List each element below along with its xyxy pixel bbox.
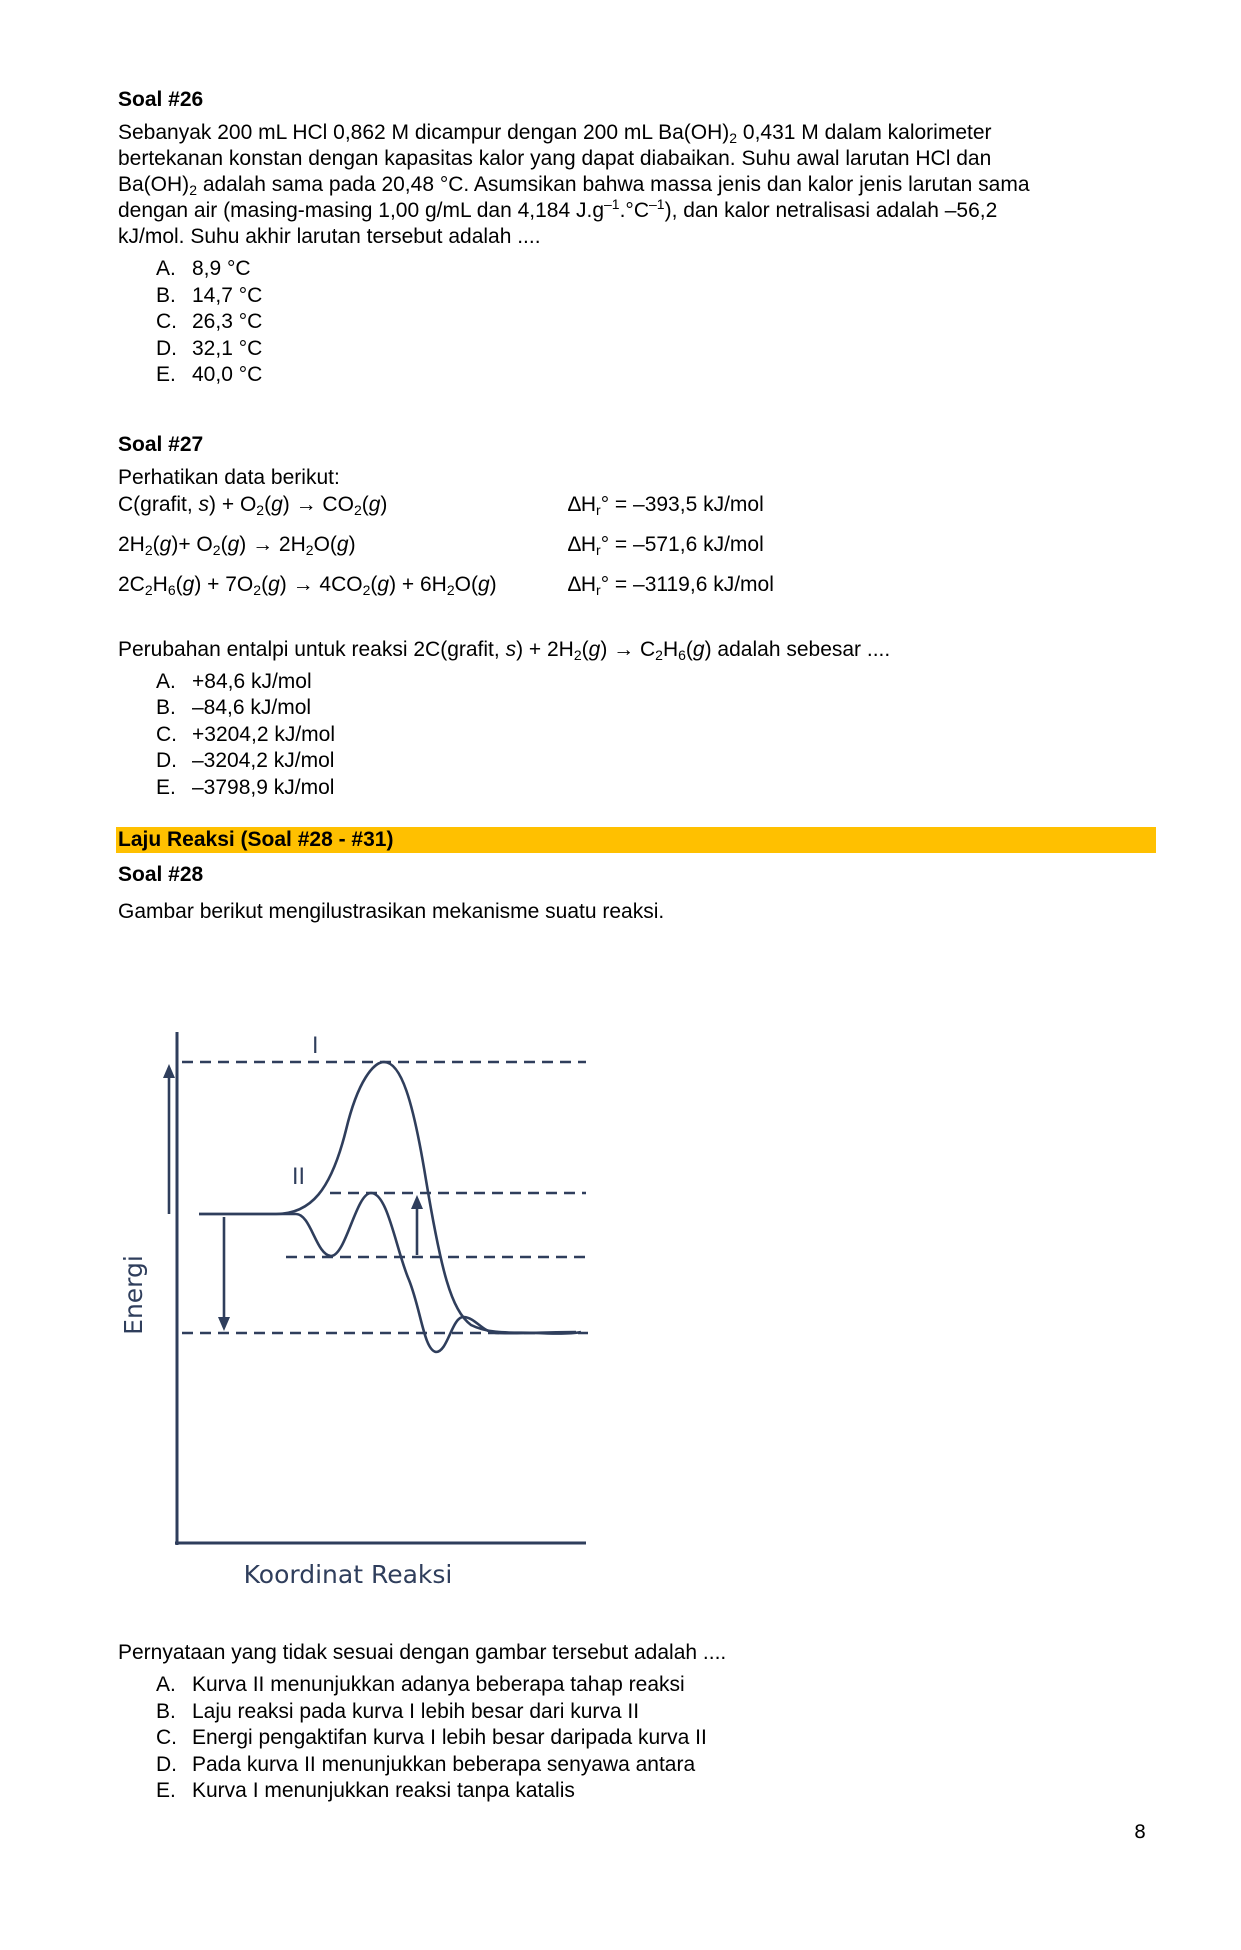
- option-b[interactable]: B. –84,6 kJ/mol: [156, 696, 312, 719]
- arrowhead-up-icon: [163, 1064, 175, 1078]
- option-c[interactable]: C. +3204,2 kJ/mol: [156, 722, 336, 746]
- q26-options: [156, 256, 1158, 389]
- q28-question-block: [118, 1640, 1158, 1805]
- page-number: 8: [1134, 1821, 1147, 1843]
- q28-options: [156, 1672, 1158, 1805]
- option-e[interactable]: E. Kurva I menunjukkan reaksi tanpa katalis: [156, 1779, 575, 1802]
- option-c[interactable]: C. Energi pengaktifan kurva I lebih besar daripada kurva II: [156, 1726, 707, 1749]
- q28-intro: Gambar berikut mengilustrasikan mekanisme suatu reaksi.: [118, 900, 665, 923]
- option-c[interactable]: C. 26,3 °C: [156, 310, 263, 333]
- q26-title: Soal #26: [118, 88, 204, 111]
- option-d[interactable]: D. Pada kurva II menunjukkan beberapa senyawa antara: [156, 1752, 696, 1776]
- option-a[interactable]: A. Kurva II menunjukkan adanya beberapa tahap reaksi: [156, 1673, 685, 1696]
- energy-diagram: [119, 1020, 596, 1600]
- curve-i-label: I: [312, 1034, 319, 1059]
- equation-row: C(grafit, $s) + O_2(g) \to CO_2(g)$ $\Delta H_r^\circ = -393,5$ kJ/mol: [118, 492, 764, 518]
- option-d[interactable]: D. –3204,2 kJ/mol: [156, 749, 335, 772]
- arrowhead-up-icon: [411, 1195, 423, 1209]
- arrowhead-down-icon: [218, 1317, 230, 1331]
- option-b[interactable]: B. Laju reaksi pada kurva I lebih besar dari kurva II: [156, 1699, 640, 1723]
- option-e[interactable]: E. –3798,9 kJ/mol: [156, 775, 335, 799]
- x-axis-label: Koordinat Reaksi: [243, 1560, 453, 1589]
- curve-ii-label: II: [292, 1165, 305, 1190]
- q27-intro: Perhatikan data berikut:: [118, 465, 340, 489]
- option-e[interactable]: E. 40,0 °C: [156, 363, 263, 386]
- equation-row: $2H_2(g)+ O_2(g) \to 2H_2O(g)$ $\Delta H_r^\circ = -571,6$ kJ/mol: [118, 532, 764, 558]
- option-a[interactable]: A. 8,9 °C: [156, 257, 251, 280]
- q27-options: [156, 669, 1158, 802]
- q28-question: Pernyataan yang tidak sesuai dengan gambar tersebut adalah ....: [118, 1641, 727, 1664]
- q27-title: Soal #27: [118, 432, 204, 456]
- curve-ii: [199, 1193, 576, 1352]
- option-a[interactable]: A. +84,6 kJ/mol: [156, 669, 312, 693]
- q27-question: Perubahan entalpi untuk reaksi 2C(grafit, $s) + 2H_2(g) \to C_2H_6(g)$ adalah sebesar ....: [118, 637, 891, 663]
- curve-i: [199, 1062, 581, 1334]
- page-content: [118, 86, 1158, 925]
- option-d[interactable]: D. 32,1 °C: [156, 336, 263, 360]
- q26-text: Sebanyak 200 mL HCl 0,862 M dicampur dengan 200 mL $Ba(OH)_2$ 0,431 M dalam kalorimeter bertekanan konstan dengan kapasitas kalor yang dapat diabaikan. Suhu awal larutan HCl dan $Ba(OH)_2$ adalah sama pada 20,48 °C. Asumsikan bahwa massa jenis dan kalor jenis larutan sama dengan air (masing-masing 1,00 g/mL dan 4,184 $J.g^{-1}.^\circ C^{-1}$), dan kalor netralisasi adalah –56,2 kJ/mol. Suhu akhir larutan tersebut adalah ....: [118, 121, 1030, 248]
- q28-title: Soal #28: [118, 863, 204, 886]
- section-header: Laju Reaksi (Soal #28 - #31): [116, 827, 1156, 853]
- option-b[interactable]: B. 14,7 °C: [156, 283, 263, 307]
- y-axis-label: Energi: [119, 1255, 148, 1335]
- equation-row: $2C_2H_6(g) + 7O_2(g) \to 4CO_2(g) + 6H_2O(g)$ $\Delta H_r^\circ = -3119,6$ kJ/mol: [118, 572, 774, 598]
